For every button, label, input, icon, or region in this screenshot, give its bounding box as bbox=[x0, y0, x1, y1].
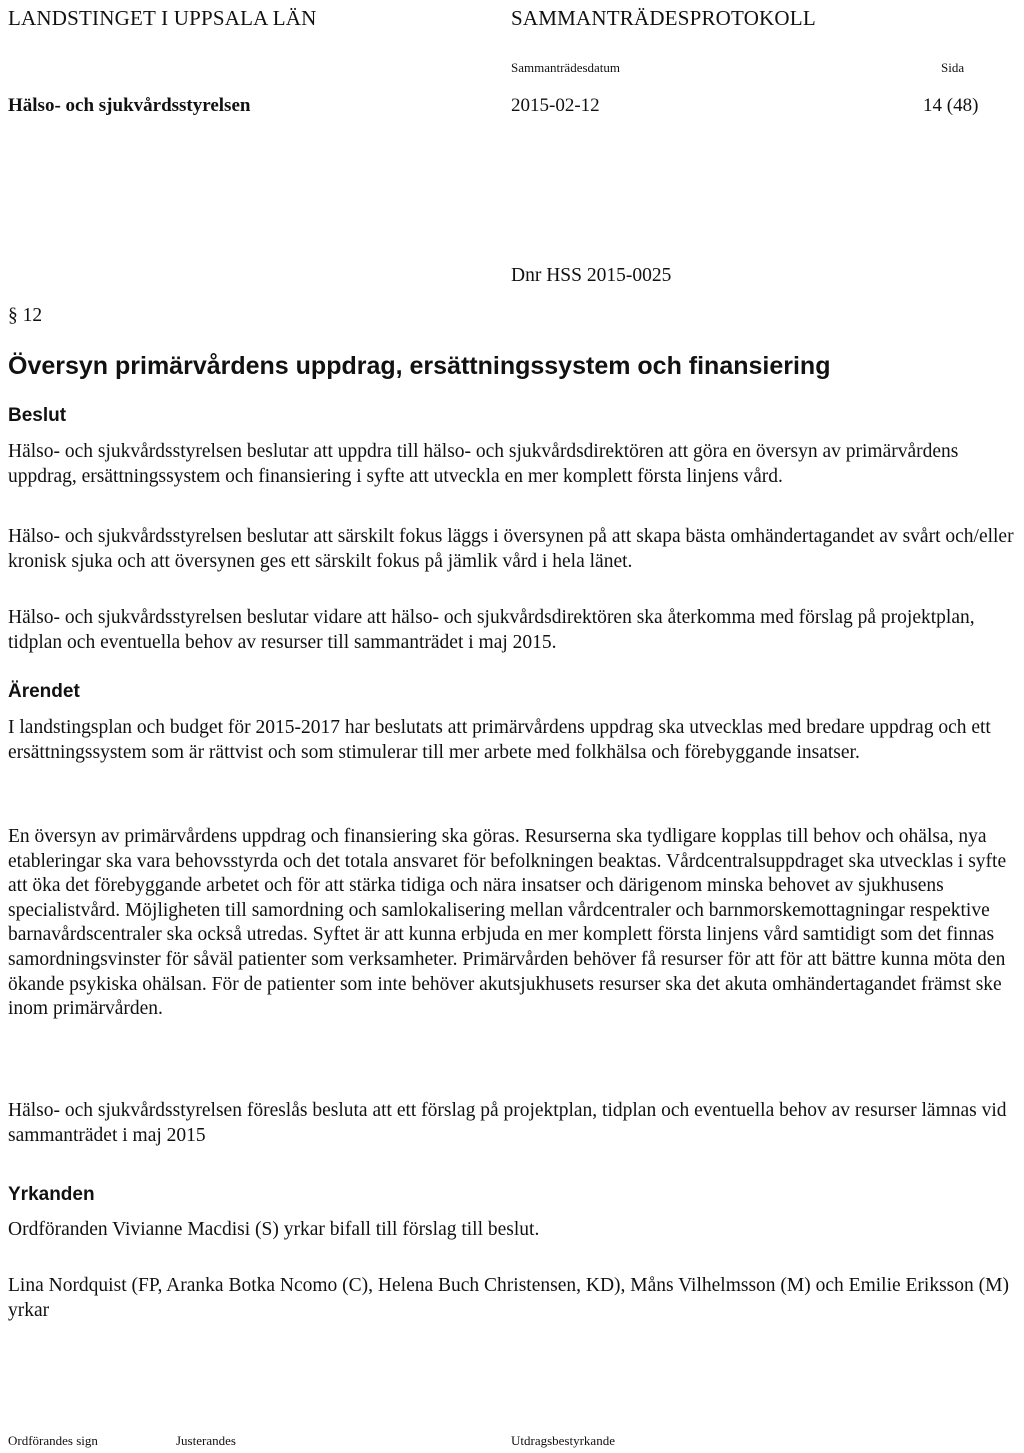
arendet-paragraph-3: Hälso- och sjukvårdsstyrelsen föreslås besluta att ett förslag på projektplan, tidplan och eventuella behov av resurser lämnas vid sammanträdet i maj 2015 bbox=[8, 1100, 1007, 1146]
chair-signature-label: Ordförandes sign bbox=[8, 1433, 98, 1448]
beslut-heading: Beslut bbox=[8, 405, 67, 426]
arendet-paragraph-1: I landstingsplan och budget för 2015-2017 har beslutats att primärvårdens uppdrag ska utvecklas med bredare uppdrag och ett ersättningssystem som är rättvist och som stimulerar till mer arbete med folkhälsa och förebyggande insatser. bbox=[8, 717, 991, 763]
beslut-paragraph-3: Hälso- och sjukvårdsstyrelsen beslutar vidare att hälso- och sjukvårdsdirektören ska återkomma med förslag på projektplan, tidplan och eventuella behov av resurser till sammanträdet i maj 2015. bbox=[8, 607, 975, 653]
adjusters-label: Justerandes bbox=[176, 1433, 236, 1448]
meeting-date: 2015-02-12 bbox=[511, 95, 600, 116]
yrkanden-paragraph-1: Ordföranden Vivianne Macdisi (S) yrkar bifall till förslag till beslut. bbox=[8, 1219, 540, 1240]
item-title: Översyn primärvårdens uppdrag, ersättningssystem och finansiering bbox=[8, 352, 831, 380]
extract-certification-label: Utdragsbestyrkande bbox=[511, 1433, 615, 1448]
meeting-date-label: Sammanträdesdatum bbox=[511, 60, 621, 75]
arendet-heading: Ärendet bbox=[8, 681, 80, 702]
page-label: Sida bbox=[941, 60, 965, 75]
paragraph-number: § 12 bbox=[8, 305, 43, 326]
page-number: 14 (48) bbox=[923, 95, 979, 116]
yrkanden-heading: Yrkanden bbox=[8, 1184, 95, 1205]
yrkanden-paragraph-2: Lina Nordquist (FP, Aranka Botka Ncomo (C), Helena Buch Christensen, KD), Måns Vilhelmsson (M) och Emilie Eriksson (M) yrkar bbox=[8, 1275, 1009, 1321]
arendet-paragraph-2: En översyn av primärvårdens uppdrag och finansiering ska göras. Resurserna ska tydligare kopplas till behov och ohälsa, nya etableringar ska vara behovsstyrda och det totala ansvaret för befolkningen beaktas. Vårdcentralsuppdraget ska utvecklas i syfte att öka det förebyggande arbetet och för att stärka tidiga och nära insatser och därigenom minska behovet av sjukhusens specialistvård. Möjligheten till samordning och samlokalisering mellan vårdcentraler och barnmorskemottagningar respektive barnavårdscentraler ska också utredas. Syftet är att kunna erbjuda en mer komplett första linjens vård samtidigt som det finnas samordningsvinster för såväl patienter som verksamheter. Primärvården behöver få resurser för att för att bättre kunna möta den ökande psykiska ohälsan. För de patienter som inte behöver akutsjukhusets resurser ska det akuta omhändertagandet främst ske inom primärvården. bbox=[8, 826, 1007, 1020]
committee-name: Hälso- och sjukvårdsstyrelsen bbox=[8, 95, 251, 116]
beslut-paragraph-2: Hälso- och sjukvårdsstyrelsen beslutar att särskilt fokus läggs i översynen på att skapa bästa omhändertagandet av svårt och/eller kronisk sjuka och att översynen ges ett särskilt fokus på jämlik vård i hela länet. bbox=[8, 526, 1014, 572]
document-type: SAMMANTRÄDESPROTOKOLL bbox=[511, 6, 816, 30]
case-number: Dnr HSS 2015-0025 bbox=[511, 265, 672, 286]
beslut-paragraph-1: Hälso- och sjukvårdsstyrelsen beslutar att uppdra till hälso- och sjukvårdsdirektören att göra en översyn av primärvårdens uppdrag, ersättningssystem och finansiering i syfte att utveckla en mer komplett första linjens vård. bbox=[8, 441, 959, 487]
organization-name: LANDSTINGET I UPPSALA LÄN bbox=[8, 6, 317, 30]
